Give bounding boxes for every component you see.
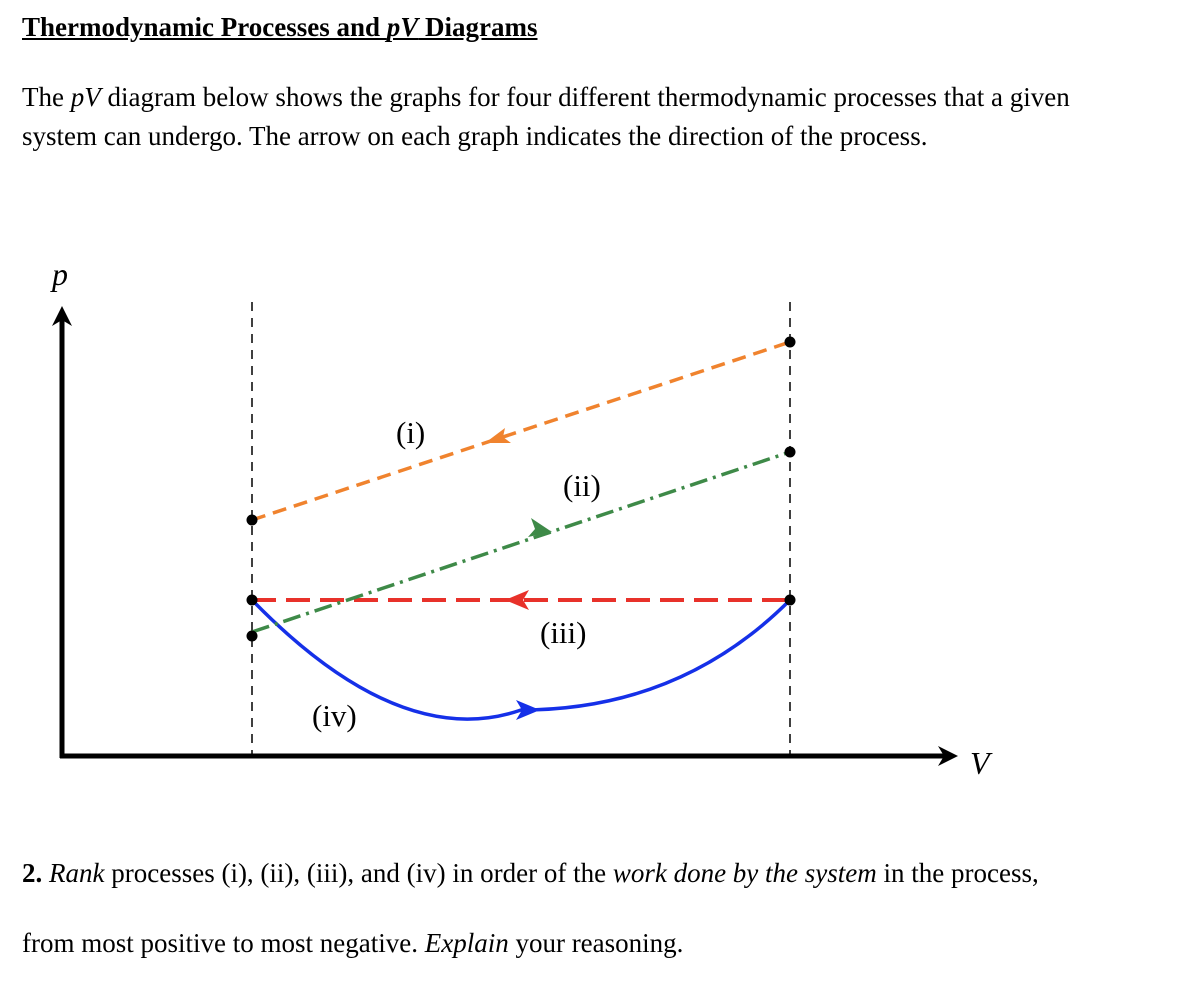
explain-word: Explain <box>424 928 509 958</box>
intro-text-3: system can undergo. The arrow on each graph indicates the direction of the process. <box>22 121 928 151</box>
pv-diagram <box>0 240 1178 800</box>
intro-text-2: diagram below shows the graphs for four different thermodynamic processes that a given <box>100 82 1070 112</box>
question-text-4: your reasoning. <box>508 928 684 958</box>
process-i-line <box>252 342 790 520</box>
question-text-1: processes (i), (ii), (iii), and (iv) in order of the <box>104 858 613 888</box>
page-title <box>22 12 538 43</box>
question-number: 2. <box>22 858 43 888</box>
question-2 <box>22 838 1039 978</box>
rank-word: Rank <box>49 858 105 888</box>
title-text-italic: pV <box>386 12 419 42</box>
process-iv-label: (iv) <box>312 698 357 733</box>
endpoint-dot <box>785 337 796 348</box>
endpoint-dot <box>785 595 796 606</box>
intro-text-1: The <box>22 82 71 112</box>
title-text-2: Diagrams <box>418 12 538 42</box>
intro-paragraph <box>22 78 1070 156</box>
question-text-2: in the process, <box>876 858 1039 888</box>
endpoint-dot <box>785 447 796 458</box>
question-text-3: from most positive to most negative. <box>22 928 425 958</box>
title-text-1: Thermodynamic Processes and <box>22 12 387 42</box>
endpoint-dot <box>247 631 258 642</box>
endpoint-dot <box>247 515 258 526</box>
intro-italic: pV <box>70 82 101 112</box>
process-ii-label: (ii) <box>563 468 601 503</box>
question-emphasis: work done by the system <box>612 858 877 888</box>
x-axis-label: V <box>970 745 990 781</box>
process-i-label: (i) <box>396 415 426 450</box>
y-axis-label: p <box>52 256 68 292</box>
endpoint-dot <box>247 595 258 606</box>
process-iii-label: (iii) <box>540 615 587 650</box>
